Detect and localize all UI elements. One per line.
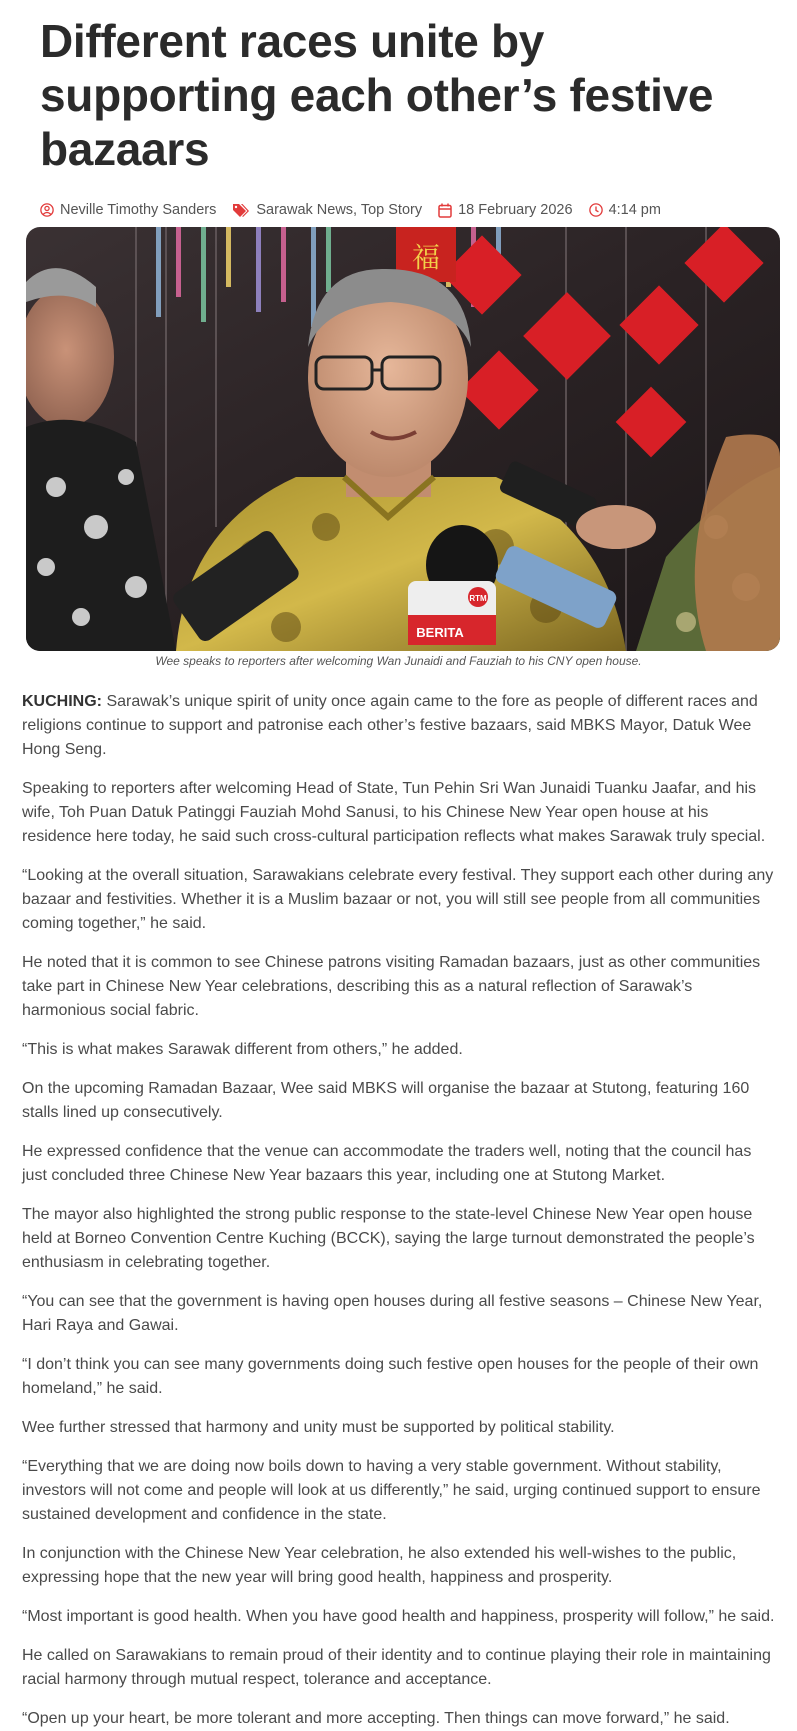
article-paragraph: In conjunction with the Chinese New Year celebration, he also extended his well-wishes to the public, expressing hope that the new year will bring good health, happiness and prosperity. <box>22 1545 737 1586</box>
article-title: Different races unite by supporting each other’s festive bazaars <box>40 15 714 175</box>
date-meta <box>438 202 572 218</box>
categories-text: Sarawak News, Top Story <box>256 202 423 218</box>
time-meta <box>589 202 661 218</box>
article-paragraph: He expressed confidence that the venue can accommodate the traders well, noting that the council has just concluded three Chinese New Year bazaars this year, including one at Stutong Market. <box>22 1143 752 1184</box>
article-paragraph: “Open up your heart, be more tolerant and more accepting. Then things can move forward,” he said. <box>22 1710 730 1727</box>
dateline: KUCHING: <box>22 693 102 710</box>
article-paragraph: “Everything that we are doing now boils down to having a very stable government. Without stability, investors will not come and people will look at us differently,” he said, urging continued support to ensure sustained development and confidence in the state. <box>22 1458 761 1523</box>
categories-link[interactable] <box>232 202 422 218</box>
article-photo <box>26 227 780 651</box>
article-meta <box>22 176 775 218</box>
photo-caption: Wee speaks to reporters after welcoming Wan Junaidi and Fauziah to his CNY open house. <box>155 654 642 668</box>
article-paragraph: “Most important is good health. When you have good health and happiness, prosperity will follow,” he said. <box>22 1608 775 1625</box>
author-name: Neville Timothy Sanders <box>60 202 217 218</box>
article-paragraph: KUCHING: Sarawak’s unique spirit of unity once again came to the fore as people of different races and religions continue to support and patronise each other’s festive bazaars, said MBKS Mayor, Datuk Wee Hong Seng. <box>22 693 758 758</box>
article-paragraph: “Looking at the overall situation, Sarawakians celebrate every festival. They support each other during any bazaar and festivities. Whether it is a Muslim bazaar or not, you will still see people from all communities coming together,” he said. <box>22 867 774 932</box>
article-paragraph: Speaking to reporters after welcoming Head of State, Tun Pehin Sri Wan Junaidi Tuanku Jaafar, and his wife, Toh Puan Datuk Patinggi Fauziah Mohd Sanusi, to his Chinese New Year open house at his residence here today, he said such cross-cultural participation reflects what makes Sarawak truly special. <box>22 780 766 845</box>
time-text: 4:14 pm <box>608 202 661 218</box>
article-paragraph: He noted that it is common to see Chinese patrons visiting Ramadan bazaars, just as other communities take part in Chinese New Year celebrations, describing this as a natural reflection of Sarawak’s harmonious social fabric. <box>22 954 761 1019</box>
article-figure <box>22 227 775 668</box>
date-text: 18 February 2026 <box>458 202 573 218</box>
user-circle-icon <box>40 203 54 217</box>
calendar-icon <box>438 203 452 218</box>
clock-icon <box>589 203 603 217</box>
article-body <box>22 668 775 1731</box>
article-paragraph: He called on Sarawakians to remain proud of their identity and to continue playing their role in maintaining racial harmony through mutual respect, tolerance and acceptance. <box>22 1647 771 1688</box>
article-paragraph: The mayor also highlighted the strong public response to the state-level Chinese New Year open house held at Borneo Convention Centre Kuching (BCCK), saying the large turnout demonstrated the people’s enthusiasm in celebrating together. <box>22 1206 755 1271</box>
author-link[interactable] <box>40 202 216 218</box>
mic-label: BERITA <box>416 625 464 640</box>
article-paragraph: On the upcoming Ramadan Bazaar, Wee said MBKS will organise the bazaar at Stutong, featuring 160 stalls lined up consecutively. <box>22 1080 750 1121</box>
mic-badge: RTM <box>469 594 487 603</box>
tags-icon <box>232 202 250 218</box>
article-paragraph: “I don’t think you can see many governments doing such festive open houses for the people of their own homeland,” he said. <box>22 1356 759 1397</box>
article-paragraph: “This is what makes Sarawak different from others,” he added. <box>22 1041 463 1058</box>
article-paragraph: Wee further stressed that harmony and unity must be supported by political stability. <box>22 1419 615 1436</box>
svg-text:福: 福 <box>411 241 441 274</box>
article-paragraph: “You can see that the government is having open houses during all festive seasons – Chinese New Year, Hari Raya and Gawai. <box>22 1293 763 1334</box>
